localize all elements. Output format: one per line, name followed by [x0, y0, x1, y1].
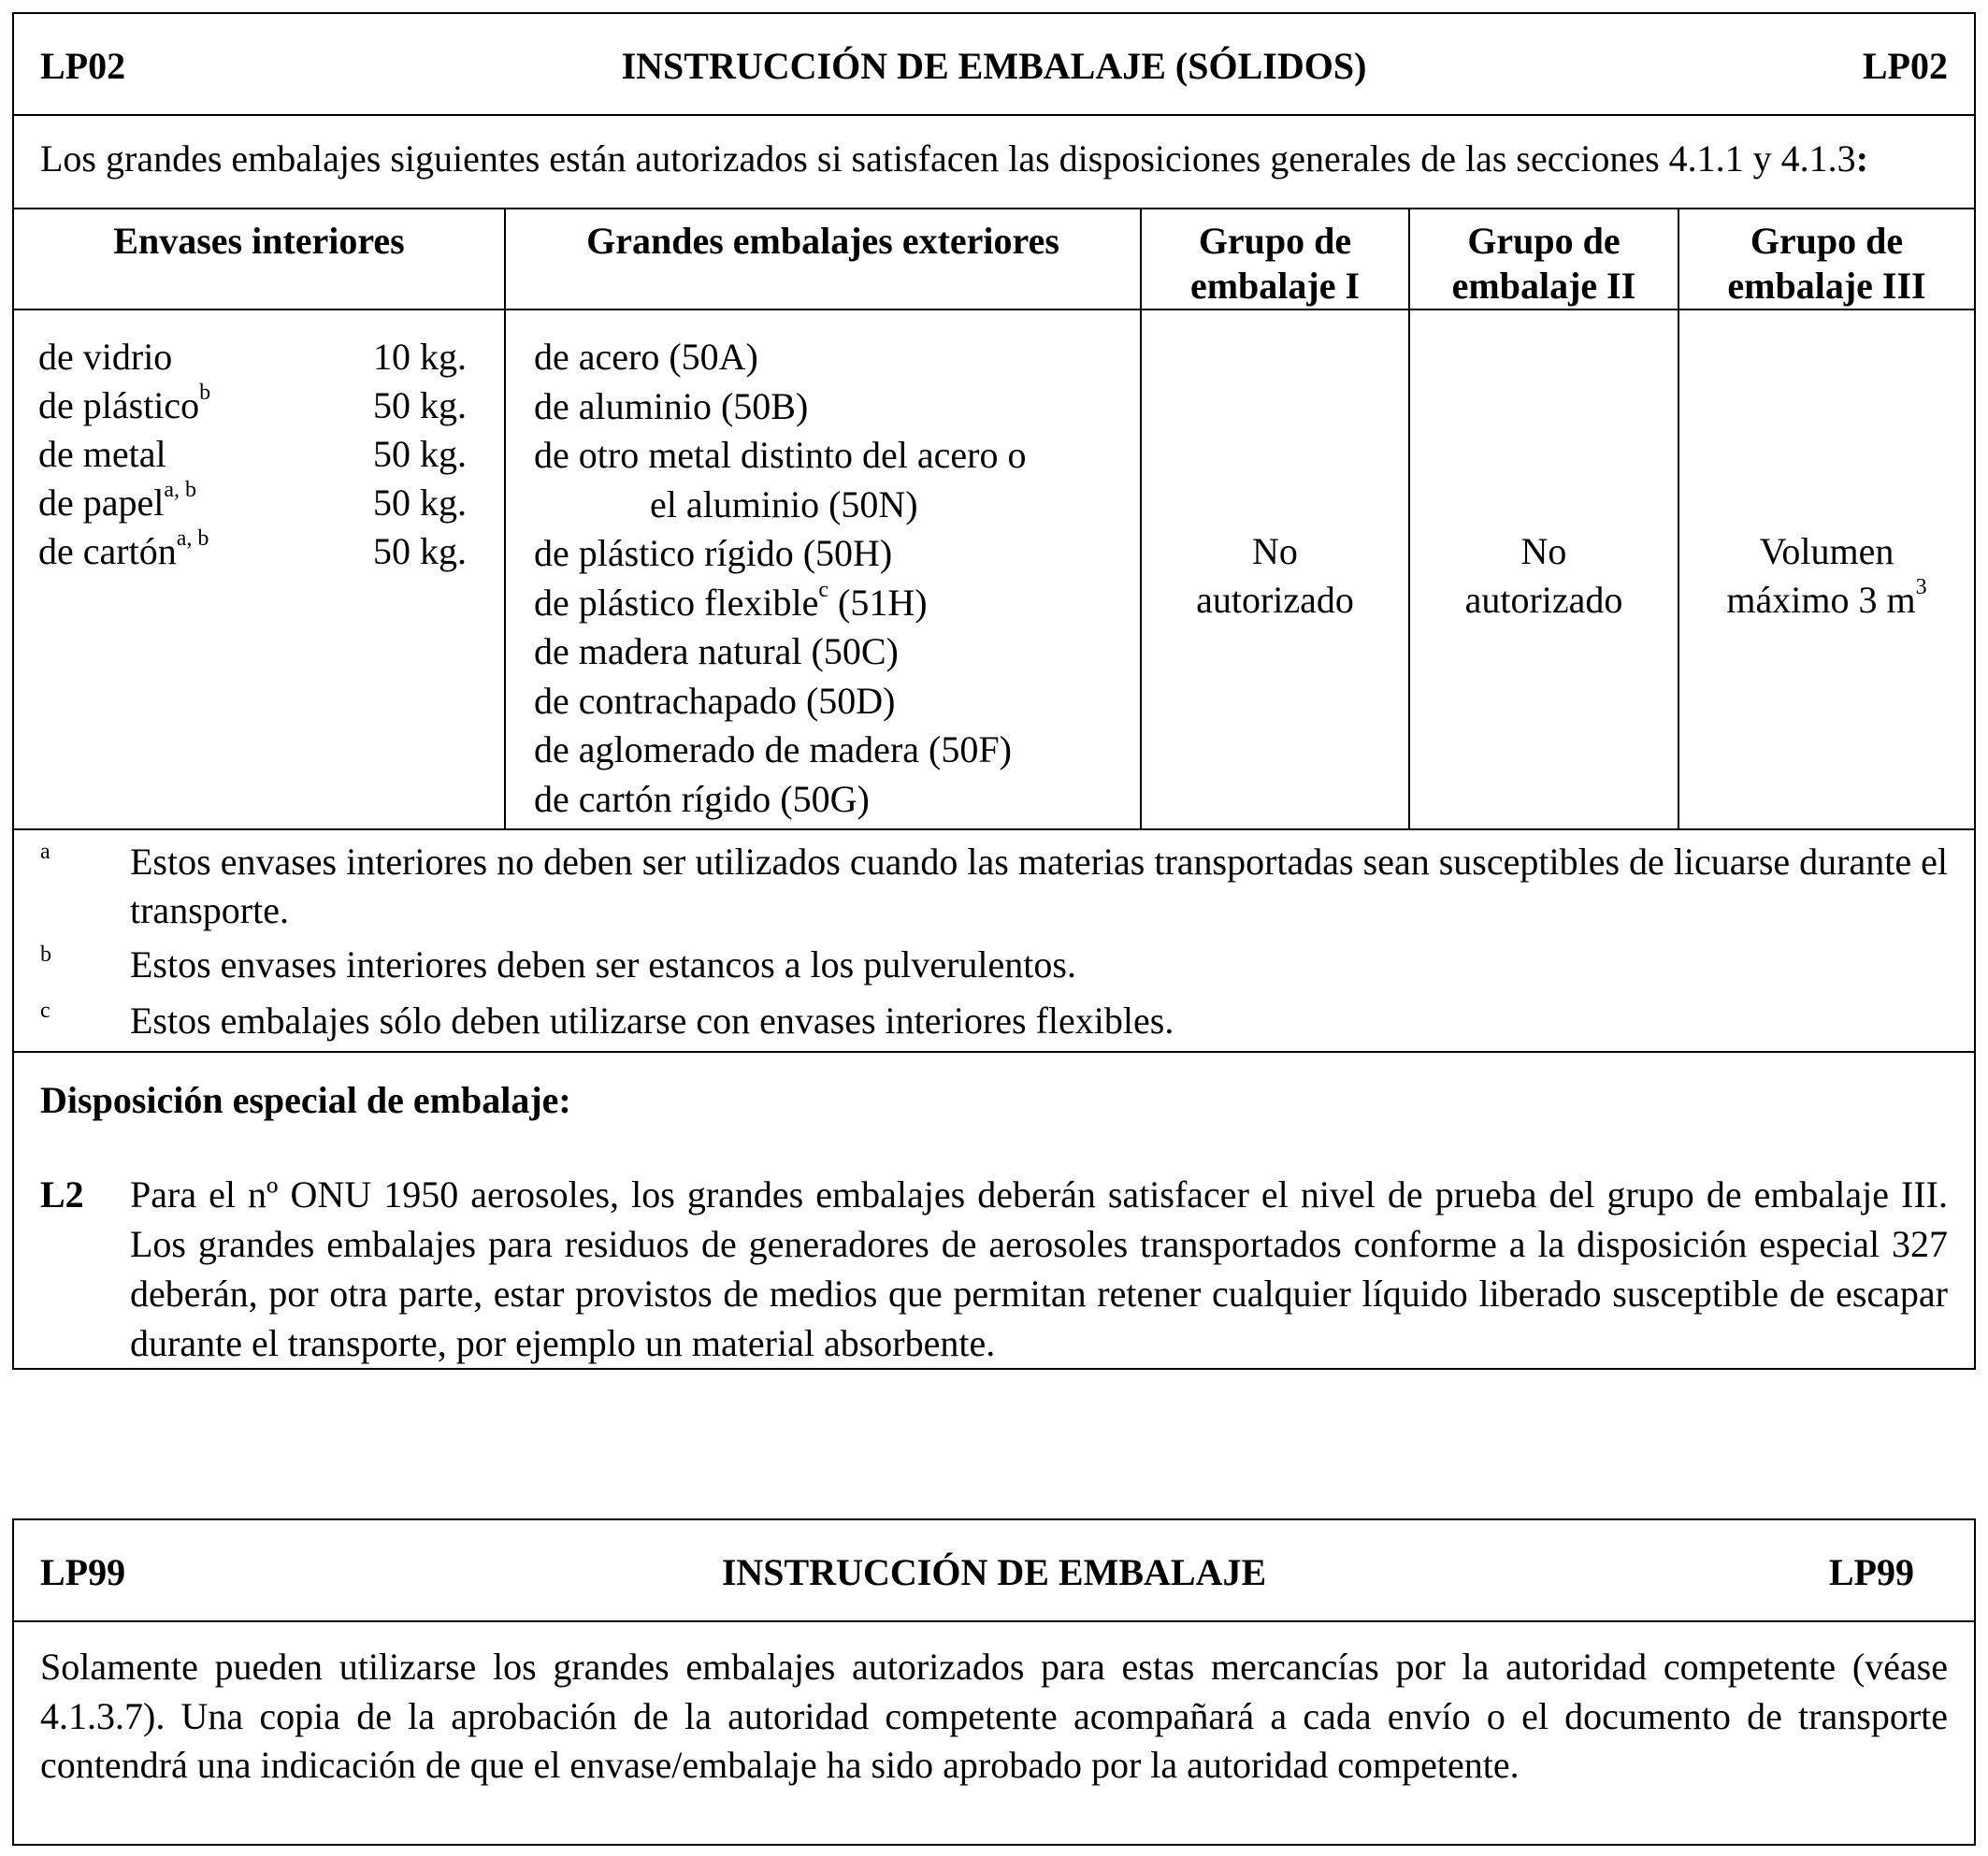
inner-mass: 50 kg.: [373, 530, 467, 572]
pg2-line1: No: [1520, 530, 1567, 572]
list-item: de aluminio (50B): [534, 384, 809, 427]
pg2-line2: autorizado: [1464, 579, 1623, 621]
lp99-title: INSTRUCCIÓN DE EMBALAJE: [721, 1551, 1267, 1593]
lp02-intro-text: Los grandes embalajes siguientes están autorizados si satisfacen las disposiciones generales de las secciones 4.1.1 y 4.1.3: [40, 137, 1856, 180]
special-provision-text: Para el nº ONU 1950 aerosoles, los grandes embalajes deberán satisfacer el nivel de prueba del grupo de embalaje III. Los grandes embalajes para residuos de generadores de aerosoles transportados conforme a la disposición especial 327 deberán, por otra parte, estar provistos de medios que permitan retener cualquier líquido liberado susceptible de escapar durante el transporte, por ejemplo un material absorbente.: [130, 1173, 1948, 1364]
inner-mass: 50 kg.: [373, 433, 467, 475]
footnote-c: [40, 997, 1948, 1045]
list-item: el aluminio (50N): [650, 482, 918, 525]
table-header-row: [14, 209, 1974, 309]
footnote-mark: a: [40, 840, 50, 864]
footnote-ref: a, b: [164, 478, 197, 502]
outer-packagings-cell: [505, 309, 1141, 828]
footnote-text: Estos envases interiores deben ser estancos a los pulverulentos.: [130, 943, 1076, 986]
list-item: [38, 333, 467, 381]
pg1-cell: [1141, 309, 1409, 828]
list-item: [534, 579, 1131, 628]
col-header-pg3: [1678, 209, 1974, 309]
lp99-instruction-box: [12, 1518, 1976, 1846]
inner-name: de vidrio: [38, 336, 173, 378]
footnote-mark: b: [40, 942, 51, 967]
list-item: de cartón rígido (50G): [534, 777, 870, 820]
footnote-text: Estos envases interiores no deben ser utilizados cuando las materias transportadas sean susceptibles de licuarse durante el transporte.: [130, 841, 1948, 931]
footnote-text: Estos embalajes sólo deben utilizarse con envases interiores flexibles.: [130, 1000, 1174, 1042]
lp02-code-right: LP02: [1862, 45, 1948, 87]
lp02-title: INSTRUCCIÓN DE EMBALAJE (SÓLIDOS): [621, 45, 1367, 87]
footnote-mark: c: [40, 999, 50, 1023]
col-header-pg2-line2: embalaje II: [1451, 265, 1636, 307]
pg1-line1: No: [1252, 530, 1298, 572]
inner-mass: 50 kg.: [373, 384, 467, 426]
col-header-pg1-line1: Grupo de: [1198, 220, 1352, 262]
col-header-outer-label: Grandes embalajes exteriores: [586, 220, 1059, 262]
lp02-instruction-box: [12, 12, 1976, 1370]
inner-mass: 10 kg.: [373, 336, 467, 378]
special-provision-l2: [40, 1170, 1948, 1368]
col-header-outer: [505, 209, 1141, 309]
list-item: [38, 430, 467, 479]
inner-name: de papel: [38, 482, 165, 524]
pg3-line1: Volumen: [1759, 530, 1894, 572]
pg3-cell: [1678, 309, 1974, 828]
inner-name: de plástico: [38, 384, 200, 426]
list-item: de otro metal distinto del acero o: [534, 434, 1027, 476]
inner-mass: 50 kg.: [373, 482, 467, 524]
inner-packagings-list: [14, 310, 504, 576]
outer-text: (51H): [828, 581, 928, 624]
col-header-pg2: [1409, 209, 1678, 309]
table-body-row: [14, 309, 1974, 828]
lp99-text: Solamente pueden utilizarse los grandes embalajes autorizados para estas mercancías por la autoridad competente (véase 4.1.3.7). Una copia de la aprobación de la autoridad competente acompañará a cada envío o el documento de transporte contendrá una indicación de que el envase/embalaje ha sido aprobado por la autoridad competente.: [40, 1646, 1948, 1786]
col-header-pg3-line1: Grupo de: [1750, 220, 1904, 262]
footnote-a: [40, 838, 1948, 935]
lp02-intro-colon: :: [1855, 137, 1869, 180]
inner-name: de metal: [38, 433, 166, 475]
lp02-header: [14, 14, 1974, 116]
outer-packagings-list: [506, 310, 1140, 824]
inner-packagings-cell: [14, 309, 505, 828]
lp02-intro: [14, 116, 1974, 209]
footnote-ref: c: [818, 577, 828, 602]
list-item: de plástico rígido (50H): [534, 532, 893, 574]
lp02-footnotes: [14, 828, 1974, 1053]
list-item: de acero (50A): [534, 336, 758, 378]
col-header-inner: [14, 209, 505, 309]
lp99-header: [14, 1520, 1974, 1622]
col-header-pg1: [1141, 209, 1409, 309]
footnote-ref: b: [199, 381, 211, 405]
special-provision-title: Disposición especial de embalaje:: [40, 1079, 571, 1121]
pg2-cell: [1409, 309, 1678, 828]
pg3-line2: máximo 3 m: [1726, 579, 1916, 621]
col-header-pg3-line2: embalaje III: [1727, 265, 1926, 307]
outer-text: de plástico flexible: [534, 581, 819, 624]
pg1-line2: autorizado: [1196, 579, 1354, 621]
col-header-pg2-line1: Grupo de: [1467, 220, 1621, 262]
list-item: [38, 527, 467, 576]
lp02-code-left: LP02: [40, 45, 126, 87]
lp99-code-left: LP99: [40, 1551, 126, 1593]
list-item: de madera natural (50C): [534, 630, 899, 672]
list-item: [38, 381, 467, 430]
footnote-b: [40, 941, 1948, 989]
lp99-code-right: LP99: [1828, 1551, 1914, 1593]
col-header-pg1-line2: embalaje I: [1189, 265, 1361, 307]
list-item: de contrachapado (50D): [534, 679, 896, 722]
inner-name: de cartón: [38, 530, 177, 572]
special-provision-label: L2: [40, 1173, 84, 1216]
col-header-inner-label: Envases interiores: [113, 220, 405, 262]
list-item: [38, 479, 467, 527]
footnote-ref: a, b: [176, 526, 209, 551]
list-item: de aglomerado de madera (50F): [534, 728, 1012, 770]
lp02-packaging-table: [14, 209, 1974, 828]
lp02-special-provision: [14, 1053, 1974, 1368]
unit-exponent: 3: [1915, 575, 1927, 599]
